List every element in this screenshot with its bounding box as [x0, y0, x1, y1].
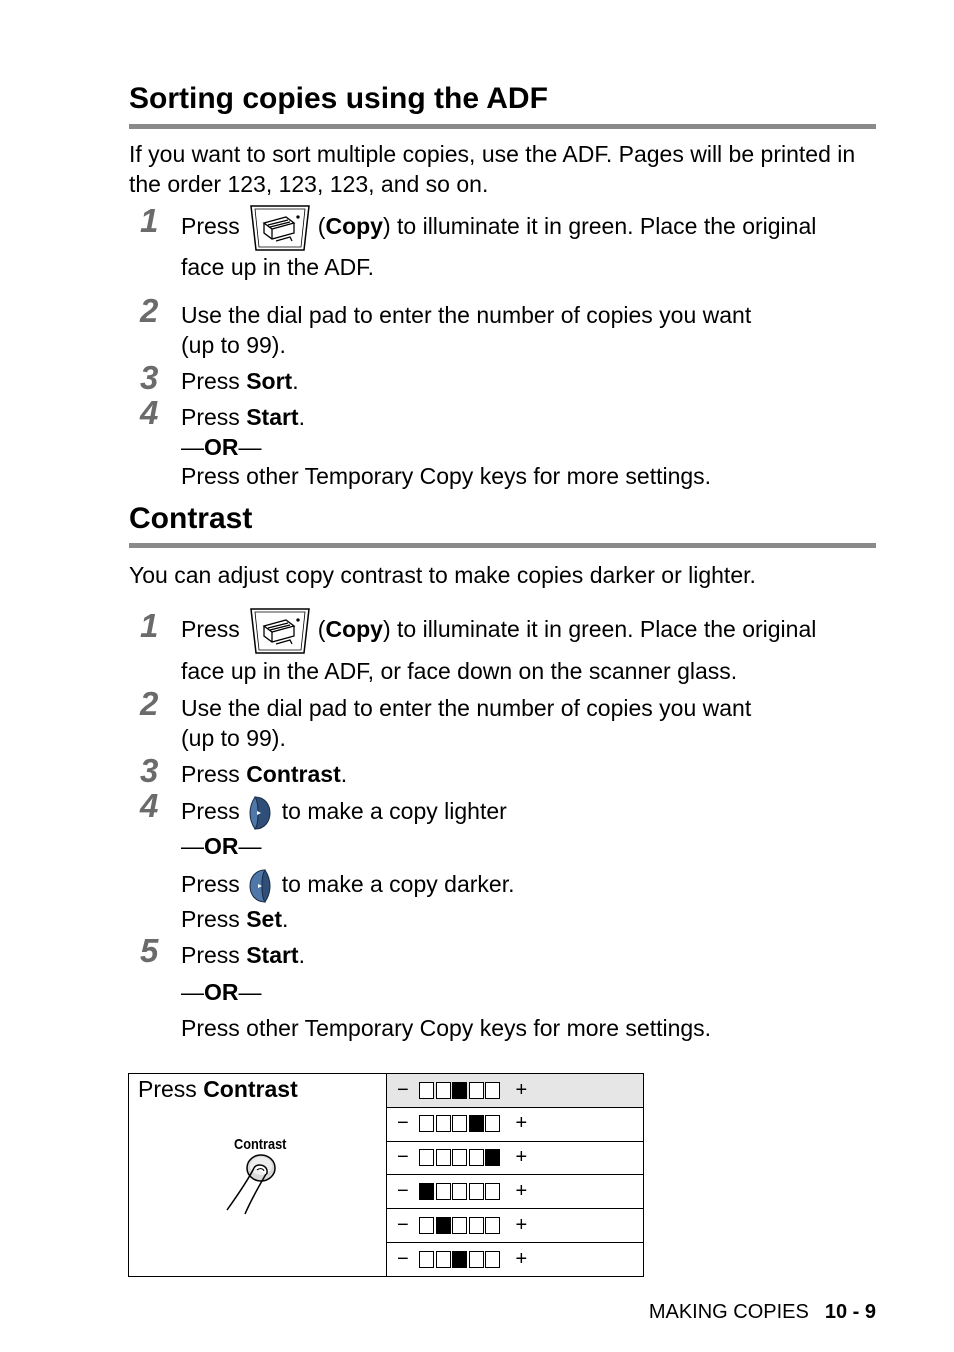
step-text: Press Start.	[181, 942, 305, 968]
level-box-empty	[469, 1251, 484, 1268]
level-box-filled	[452, 1251, 467, 1268]
step-number: 3	[140, 752, 159, 789]
level-box-empty	[452, 1149, 467, 1166]
section-title-sorting: Sorting copies using the ADF	[129, 82, 548, 115]
minus-sign: −	[397, 1247, 409, 1270]
level-box-empty	[436, 1183, 451, 1200]
copy-key-icon	[246, 606, 314, 656]
page-footer: MAKING COPIES 10 - 9	[648, 1301, 876, 1323]
step-number: 4	[140, 394, 159, 431]
level-box-empty	[419, 1082, 434, 1099]
contrast-table	[128, 1073, 644, 1277]
level-box-filled	[452, 1082, 467, 1099]
level-box-empty	[452, 1183, 467, 1200]
step-text: Press Start.	[181, 404, 305, 430]
contrast-press-cell	[129, 1074, 387, 1277]
step-text: (up to 99).	[181, 725, 286, 751]
copy-key-icon	[246, 203, 314, 253]
step-text: Press other Temporary Copy keys for more settings.	[181, 1015, 712, 1041]
level-box-empty	[436, 1115, 451, 1132]
step-number: 2	[140, 292, 159, 329]
contrast-level-indicator	[419, 1251, 502, 1268]
minus-sign: −	[397, 1179, 409, 1202]
contrast-level-indicator	[419, 1082, 502, 1099]
contrast-level-row	[387, 1107, 644, 1141]
level-box-empty	[485, 1115, 500, 1132]
step-number: 1	[140, 202, 159, 239]
plus-sign: +	[515, 1179, 528, 1202]
level-box-empty	[485, 1251, 500, 1268]
step-text: Press (Copy) to illuminate it in green. Place the original	[181, 606, 816, 656]
contrast-level-row	[387, 1074, 644, 1108]
level-box-empty	[469, 1183, 484, 1200]
left-arrow-key-icon	[248, 795, 272, 831]
level-box-empty	[452, 1115, 467, 1132]
step-number: 3	[140, 359, 159, 396]
plus-sign: +	[515, 1247, 528, 1270]
right-arrow-key-icon	[248, 868, 272, 904]
press-contrast-label: Press Contrast	[138, 1076, 298, 1102]
step-text: face up in the ADF, or face down on the scanner glass.	[181, 658, 738, 684]
level-box-empty	[436, 1149, 451, 1166]
step-text: Press other Temporary Copy keys for more settings.	[181, 463, 712, 489]
contrast-level-indicator	[419, 1183, 502, 1200]
level-box-empty	[419, 1217, 434, 1234]
step-text: (up to 99).	[181, 332, 286, 358]
contrast-level-row	[387, 1243, 644, 1277]
minus-sign: −	[397, 1112, 409, 1135]
step-text: Press Contrast.	[181, 761, 348, 787]
step-number: 4	[140, 787, 159, 824]
or-separator: —OR—	[181, 434, 262, 460]
level-box-filled	[419, 1183, 434, 1200]
level-box-empty	[419, 1149, 434, 1166]
section-title-contrast: Contrast	[129, 502, 253, 535]
level-box-empty	[419, 1251, 434, 1268]
level-box-empty	[436, 1082, 451, 1099]
level-box-empty	[436, 1251, 451, 1268]
step-number: 1	[140, 607, 159, 644]
step-text: Use the dial pad to enter the number of copies you want	[181, 302, 752, 328]
level-box-empty	[469, 1217, 484, 1234]
step-text: Press (Copy) to illuminate it in green. Place the original	[181, 203, 816, 253]
minus-sign: −	[397, 1146, 409, 1169]
level-box-empty	[485, 1183, 500, 1200]
step-text: Press to make a copy lighter	[181, 795, 507, 831]
step-number: 2	[140, 685, 159, 722]
finger-press-icon	[221, 1152, 291, 1218]
level-box-empty	[485, 1217, 500, 1234]
level-box-empty	[452, 1217, 467, 1234]
step-text: face up in the ADF.	[181, 254, 375, 280]
step-text: Press to make a copy darker.	[181, 868, 514, 904]
contrast-level-row	[387, 1141, 644, 1175]
plus-sign: +	[515, 1078, 528, 1101]
level-box-empty	[469, 1149, 484, 1166]
contrast-button-label: Contrast	[234, 1136, 287, 1153]
plus-sign: +	[515, 1213, 528, 1236]
contrast-level-row	[387, 1209, 644, 1243]
sorting-intro: If you want to sort multiple copies, use the ADF. Pages will be printed in the order 123, 123, 123, and so on.	[129, 141, 856, 197]
level-box-empty	[419, 1115, 434, 1132]
or-separator: —OR—	[181, 833, 262, 859]
minus-sign: −	[397, 1078, 409, 1101]
contrast-level-indicator	[419, 1149, 502, 1166]
plus-sign: +	[515, 1146, 528, 1169]
contrast-intro: You can adjust copy contrast to make copies darker or lighter.	[129, 562, 756, 588]
level-box-empty	[469, 1082, 484, 1099]
contrast-level-indicator	[419, 1115, 502, 1132]
section-rule	[129, 543, 876, 548]
plus-sign: +	[515, 1112, 528, 1135]
minus-sign: −	[397, 1213, 409, 1236]
level-box-filled	[436, 1217, 451, 1234]
step-text: Use the dial pad to enter the number of copies you want	[181, 695, 752, 721]
contrast-level-indicator	[419, 1217, 502, 1234]
level-box-filled	[469, 1115, 484, 1132]
level-box-filled	[485, 1149, 500, 1166]
step-text: Press Sort.	[181, 368, 299, 394]
level-box-empty	[485, 1082, 500, 1099]
step-text: Press Set.	[181, 906, 289, 932]
step-number: 5	[140, 932, 159, 969]
section-rule	[129, 124, 876, 129]
contrast-level-row	[387, 1175, 644, 1209]
or-separator: —OR—	[181, 979, 262, 1005]
